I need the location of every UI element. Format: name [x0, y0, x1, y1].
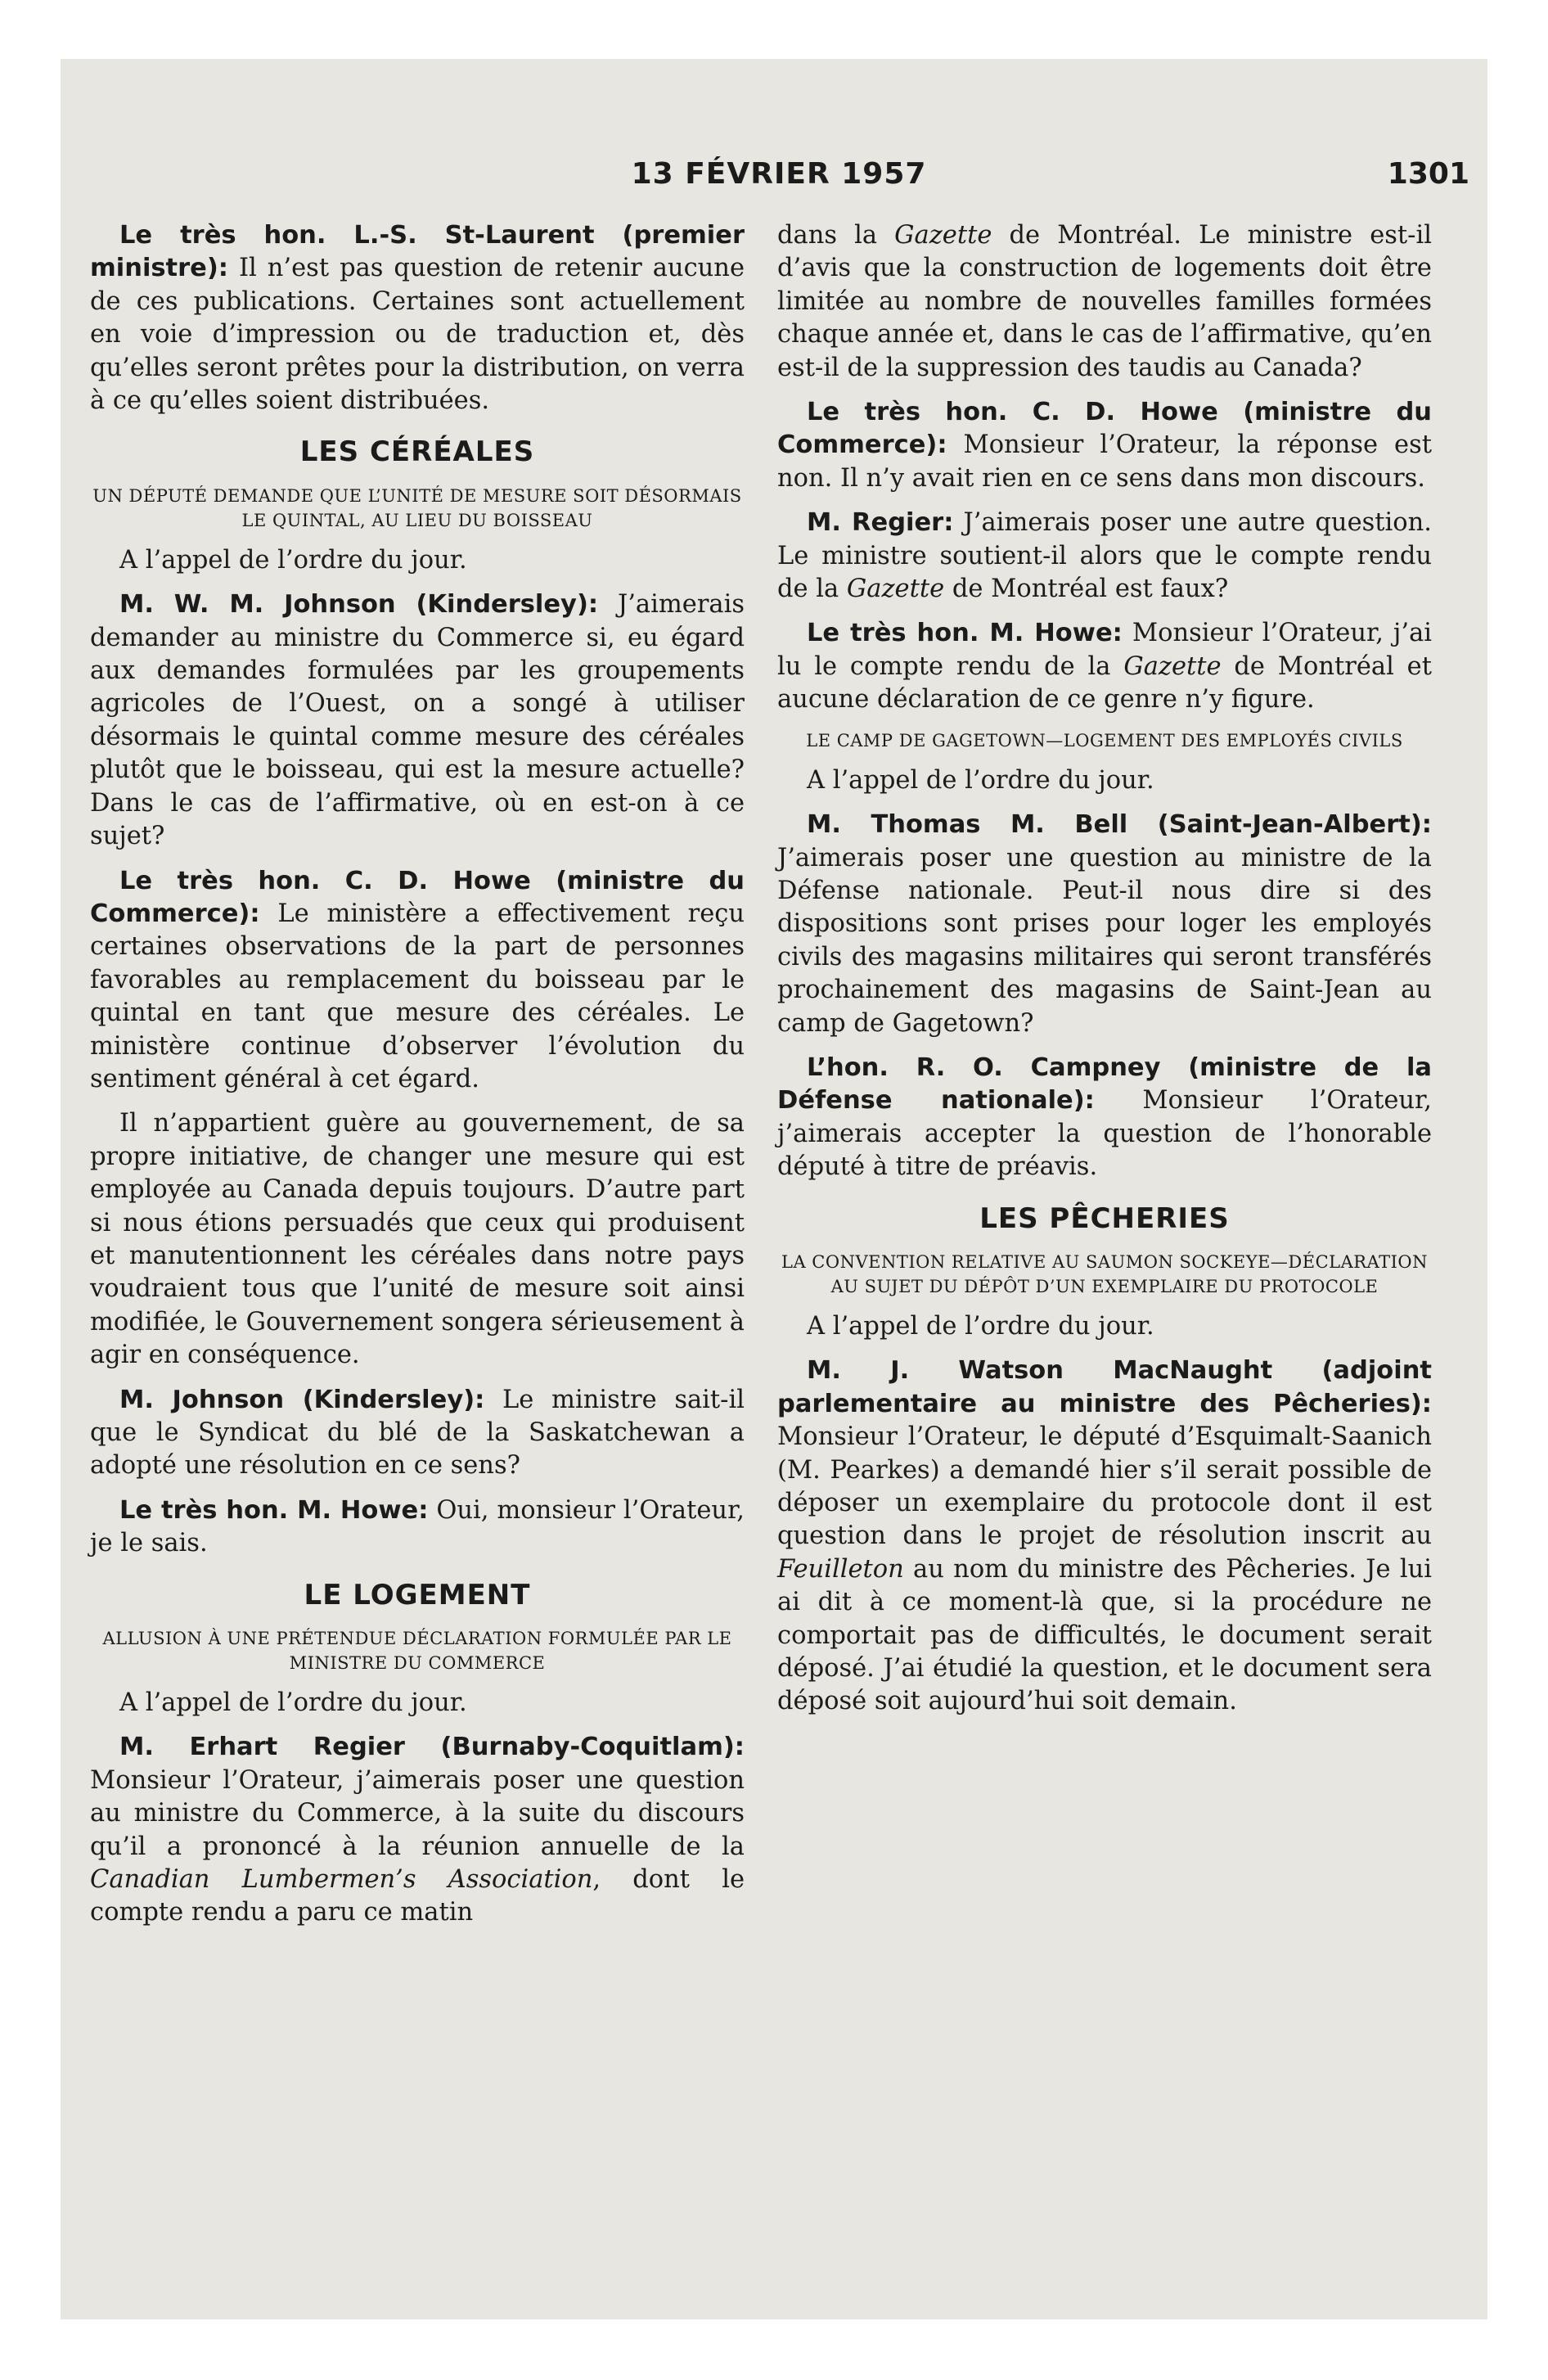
- paragraph: [90, 219, 745, 417]
- speech-text: Le ministère a effectivement reçu certaines observations de la part de personnes favorables au remplacement du boisseau par le quintal en tant que mesure des céréales. Le ministère continue d’observer l’évolution du sentiment général à cet égard.: [90, 899, 745, 1093]
- speech-text: dans la: [777, 221, 895, 250]
- section-heading: LES PÊCHERIES: [979, 1201, 1230, 1235]
- speaker-name: Le très hon. C. D. Howe (ministre du Commerce):: [90, 866, 745, 928]
- paragraph: [777, 617, 1432, 716]
- speech-text: J’aimerais poser une autre question. Le ministre soutient-il alors que le compte rendu de la: [777, 508, 1432, 604]
- speech-text: J’aimerais poser une question au ministre de la Défense nationale. Peut-il nous dire si des dispositions sont prises pour loger les employés civils des magasins militaires qui seront transférés prochainement des magasins de Saint-Jean au camp de Gagetown?: [777, 843, 1432, 1038]
- speaker-name: Le très hon. L.-S. St-Laurent (premier ministre):: [90, 221, 745, 283]
- section-heading: LE LOGEMENT: [304, 1578, 531, 1611]
- speaker-name: M. W. M. Johnson (Kindersley):: [119, 590, 599, 620]
- speech-text: de Montréal. Le ministre est-il d’avis que la construction de logements doit être limitée au nombre de nouvelles familles formées chaque année et, dans le cas de l’affirmative, qu’en est-il de la suppression des taudis au Canada?: [777, 221, 1432, 382]
- header-date: 13 FÉVRIER 1957: [631, 157, 927, 191]
- italic-title: Gazette: [846, 575, 945, 604]
- speaker-name: L’hon. R. O. Campney (ministre de la Défense nationale):: [777, 1053, 1432, 1116]
- section-heading: LES CÉRÉALES: [299, 435, 535, 469]
- subheading: UN DÉPUTÉ DEMANDE QUE L’UNITÉ DE MESURE SOIT DÉSORMAIS LE QUINTAL, AU LIEU DU BOISSEAU: [92, 485, 742, 530]
- speech-text: Le ministre sait-il que le Syndicat du blé de la Saskatchewan a adopté une résolution en ce sens?: [90, 1385, 745, 1481]
- speaker-name: Le très hon. M. Howe:: [807, 619, 1123, 648]
- order-of-day: A l’appel de l’ordre du jour.: [807, 765, 1154, 795]
- speech-text: Monsieur l’Orateur, le député d’Esquimalt-Saanich (M. Pearkes) a demandé hier s’il serait possible de déposer un exemplaire du protocole dont il est question dans le projet de résolution inscrit au: [777, 1422, 1432, 1551]
- speech-text: Monsieur l’Orateur, j’aimerais accepter la question de l’honorable député à titre de préavis.: [777, 1086, 1432, 1182]
- speech-text: Oui, monsieur l’Orateur, je le sais.: [90, 1495, 745, 1558]
- speaker-name: M. Erhart Regier (Burnaby-Coquitlam):: [119, 1733, 745, 1762]
- page-number: 1301: [1387, 157, 1469, 191]
- speaker-name: M. Thomas M. Bell (Saint-Jean-Albert):: [807, 810, 1432, 840]
- paragraph: [90, 1731, 745, 1929]
- paragraph: [777, 396, 1432, 495]
- italic-title: Feuilleton: [777, 1554, 904, 1584]
- left-column: [90, 219, 745, 1941]
- italic-title: Gazette: [1123, 651, 1222, 681]
- paragraph: [777, 809, 1432, 1040]
- subheading: LE CAMP DE GAGETOWN—LOGEMENT DES EMPLOYÉS CIVILS: [806, 730, 1403, 751]
- italic-title: Canadian Lumbermen’s Association: [90, 1865, 593, 1895]
- subheading: ALLUSION À UNE PRÉTENDUE DÉCLARATION FORMULÉE PAR LE MINISTRE DU COMMERCE: [102, 1629, 732, 1674]
- speech-text: Monsieur l’Orateur, la réponse est non. Il n’y avait rien en ce sens dans mon discours.: [777, 430, 1432, 493]
- speaker-name: M. Johnson (Kindersley):: [119, 1385, 485, 1414]
- paragraph: [90, 588, 745, 853]
- speech-text: au nom du ministre des Pêcheries. Je lui ai dit à ce moment-là que, si la procédure ne comportait pas de difficultés, le document serait déposé. J’ai étudié la question, et le document sera déposé soit aujourd’hui soit demain.: [777, 1554, 1432, 1716]
- speaker-name: Le très hon. M. Howe:: [119, 1495, 429, 1525]
- speech-text: de Montréal est faux?: [944, 575, 1229, 604]
- speech-text: Il n’est pas question de retenir aucune de ces publications. Certaines sont actuellement en voie d’impression ou de traduction et, dès qu’elles seront prêtes pour la distribution, on verra à ce qu’elles soient distribuées.: [90, 254, 745, 416]
- subheading: LA CONVENTION RELATIVE AU SAUMON SOCKEYE—DÉCLARATION AU SUJET DU DÉPÔT D’UN EXEMPLAIRE DU PROTOCOLE: [781, 1251, 1428, 1296]
- page-header: [88, 157, 1469, 206]
- right-column: [777, 219, 1432, 1730]
- paragraph: [777, 1355, 1432, 1718]
- speech-text: Monsieur l’Orateur, j’aimerais poser une question au ministre du Commerce, à la suite du discours qu’il a prononcé à la réunion annuelle de la: [90, 1765, 745, 1861]
- paragraph: [90, 1384, 745, 1483]
- paragraph: [777, 507, 1432, 606]
- paragraph: [90, 1494, 745, 1561]
- order-of-day: A l’appel de l’ordre du jour.: [119, 1688, 467, 1718]
- speech-text: J’aimerais demander au ministre du Commerce si, eu égard aux demandes formulées par les groupements agricoles de l’Ouest, on a songé à utiliser désormais le quintal comme mesure des céréales plutôt que le boisseau, qui est la mesure actuelle? Dans le cas de l’affirmative, où en est-on à ce sujet?: [90, 590, 745, 851]
- speaker-name: M. Regier:: [807, 508, 954, 538]
- speaker-name: M. J. Watson MacNaught (adjoint parlementaire au ministre des Pêcheries):: [777, 1356, 1432, 1418]
- order-of-day: A l’appel de l’ordre du jour.: [119, 545, 467, 575]
- paragraph: [777, 1052, 1432, 1184]
- speaker-name: Le très hon. C. D. Howe (ministre du Commerce):: [777, 398, 1432, 460]
- paragraph: [90, 865, 745, 1097]
- order-of-day: A l’appel de l’ordre du jour.: [807, 1311, 1154, 1341]
- italic-title: Gazette: [894, 221, 992, 250]
- speech-text: , dont le compte rendu a paru ce matin: [90, 1865, 745, 1927]
- speech-text: Monsieur l’Orateur, j’ai lu le compte rendu de la: [777, 619, 1433, 681]
- paragraph: [777, 219, 1432, 385]
- paragraph: Il n’appartient guère au gouvernement, de sa propre initiative, de changer une mesure qui est employée au Canada depuis toujours. D’autre part si nous étions persuadés que ceux qui produisent et manutentionnent les céréales dans notre pays voudraient tous que l’unité de mesure soit ainsi modifiée, le Gouvernement songera sérieusement à agir en conséquence.: [90, 1109, 745, 1370]
- speech-text: de Montréal et aucune déclaration de ce genre n’y figure.: [777, 651, 1432, 714]
